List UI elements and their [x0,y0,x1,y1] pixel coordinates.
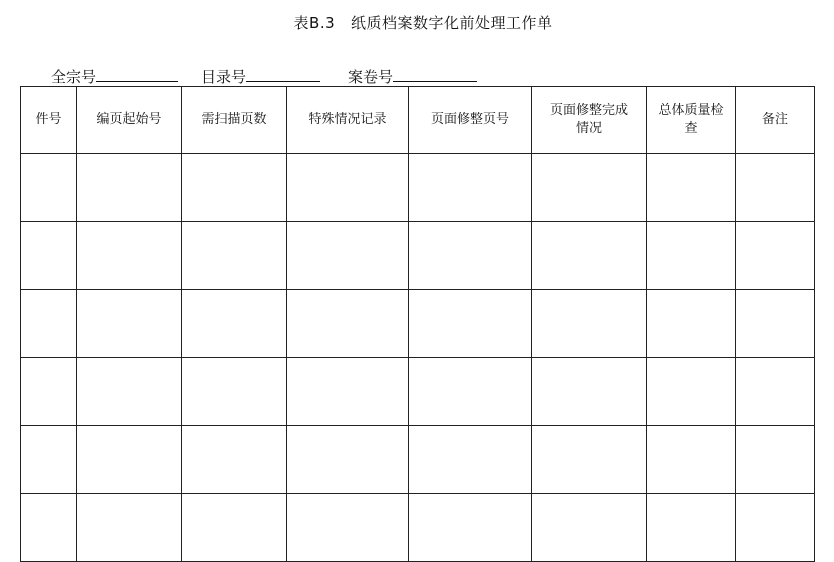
table-cell[interactable] [736,358,815,426]
pre-processing-worksheet-table [20,86,815,562]
table-cell[interactable] [77,426,182,494]
header-remarks: 备注 [736,87,815,154]
header-special-notes: 特殊情况记录 [287,87,409,154]
table-cell[interactable] [409,154,532,222]
table-cell[interactable] [287,358,409,426]
table-cell[interactable] [77,154,182,222]
table-row [21,222,815,290]
table-cell[interactable] [647,290,736,358]
catalog-number-field[interactable] [201,65,320,87]
table-cell[interactable] [287,154,409,222]
file-number-label: 案卷号 [348,68,394,86]
header-quality-check: 总体质量检查 [647,87,736,154]
table-header-row [21,87,815,154]
catalog-number-blank[interactable] [246,65,320,82]
header-pages-to-scan: 需扫描页数 [182,87,287,154]
table-row [21,290,815,358]
table-cell[interactable] [21,222,77,290]
table-cell[interactable] [532,426,647,494]
table-cell[interactable] [532,290,647,358]
table-cell[interactable] [21,154,77,222]
table-cell[interactable] [182,358,287,426]
form-title: 表B.3 纸质档案数字化前处理工作单 [293,14,553,32]
table-cell[interactable] [287,222,409,290]
fonds-number-label: 全宗号 [51,68,97,86]
table-cell[interactable] [77,222,182,290]
table-row [21,358,815,426]
table-cell[interactable] [647,154,736,222]
table-cell[interactable] [409,426,532,494]
table-cell[interactable] [736,426,815,494]
fonds-number-field[interactable] [51,65,178,87]
catalog-number-label: 目录号 [201,68,247,86]
table-cell[interactable] [736,222,815,290]
table-cell[interactable] [182,426,287,494]
table-body [21,154,815,562]
table-cell[interactable] [647,358,736,426]
table-cell[interactable] [409,290,532,358]
table-row [21,426,815,494]
table-cell[interactable] [532,358,647,426]
table-cell[interactable] [182,154,287,222]
table-cell[interactable] [532,222,647,290]
table-cell[interactable] [409,358,532,426]
table-cell[interactable] [77,358,182,426]
header-page-start-number: 编页起始号 [77,87,182,154]
table-cell[interactable] [77,290,182,358]
table-cell[interactable] [287,426,409,494]
header-item-number: 件号 [21,87,77,154]
table-cell[interactable] [21,290,77,358]
table-cell[interactable] [532,154,647,222]
table-cell[interactable] [21,426,77,494]
table-cell[interactable] [736,154,815,222]
table-row [21,154,815,222]
table-cell[interactable] [647,426,736,494]
header-repaired-page-numbers: 页面修整页号 [409,87,532,154]
table-cell[interactable] [409,222,532,290]
table-cell[interactable] [647,222,736,290]
table-cell[interactable] [287,290,409,358]
table-cell[interactable] [182,290,287,358]
table-cell[interactable] [736,290,815,358]
table-cell[interactable] [21,358,77,426]
file-number-field[interactable] [348,65,477,87]
file-number-blank[interactable] [393,65,477,82]
fonds-number-blank[interactable] [96,65,178,82]
header-repair-completion: 页面修整完成情况 [532,87,647,154]
table-cell[interactable] [182,222,287,290]
